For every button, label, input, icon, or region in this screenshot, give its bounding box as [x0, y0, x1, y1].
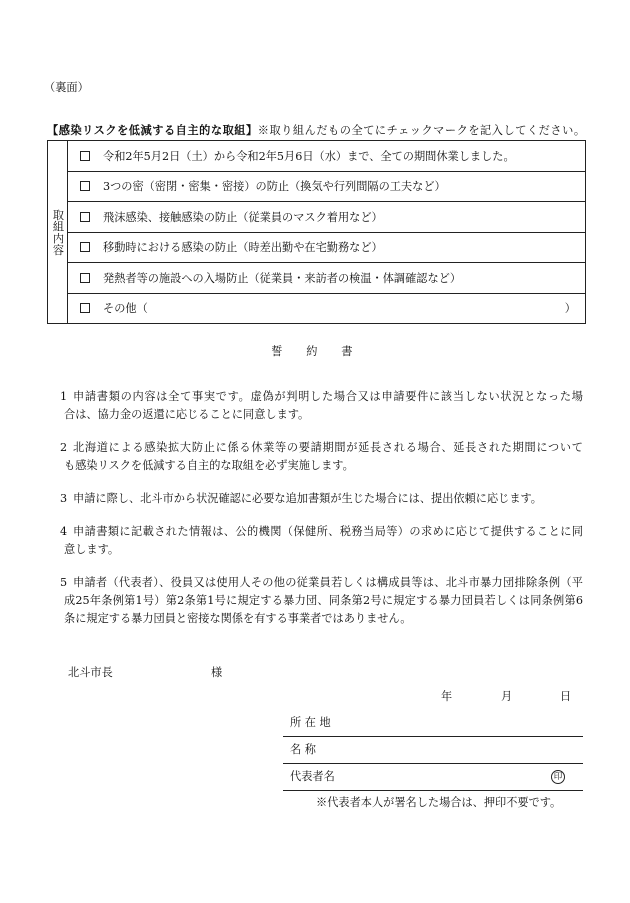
pledge-item	[60, 574, 583, 628]
measure-row-fever-entry	[68, 263, 585, 294]
pledge-line: 北海道による感染拡大防止に係る休業等の要請期間が延長される場合、延長された期間について	[73, 441, 583, 454]
measure-row-full-closure	[68, 141, 585, 172]
measure-checkbox[interactable]	[80, 273, 90, 283]
measure-text: 移動時における感染の防止（時差出勤や在宅勤務など）	[103, 241, 383, 255]
measures-instruction: ※取り組んだもの全てにチェックマークを記入してください。	[257, 124, 586, 137]
seal-mark-icon: 印	[551, 770, 565, 784]
pledge-line: 申請者（代表者）、役員又は使用人その他の従業員若しくは構成員等は、北斗市暴力団排除条例（平	[73, 576, 583, 589]
measure-text: その他（	[103, 302, 148, 316]
pledge-list	[60, 388, 583, 628]
pledge-title: 誓 約 書	[271, 345, 359, 358]
date-year-label: 年	[441, 690, 453, 703]
measure-checkbox[interactable]	[80, 303, 90, 313]
seal-note: ※代表者本人が署名した場合は、押印不要です。	[316, 796, 562, 809]
representative-name-field[interactable]	[283, 765, 583, 791]
date-day-label: 日	[560, 690, 572, 703]
measure-text: 飛沫感染、接触感染の防止（従業員のマスク着用など）	[103, 210, 383, 224]
measure-text: 令和2年5月2日（土）から令和2年5月6日（水）まで、全ての期間休業しました。	[103, 149, 515, 163]
pledge-number: 1	[60, 390, 68, 403]
pledge-number: 3	[60, 492, 68, 505]
measure-text: 3つの密（密閉・密集・密接）の防止（換気や行列間隔の工夫など）	[103, 180, 446, 194]
measures-heading-row	[47, 122, 585, 139]
page-side-label: （裏面）	[44, 81, 89, 94]
pledge-line: 成25年条例第1号）第2条第1号に規定する暴力団、同条第2号に規定する暴力団員若しくは同条例第6	[64, 594, 583, 607]
measure-row-droplet	[68, 202, 585, 233]
measures-rows	[68, 141, 585, 323]
pledge-line: も感染リスクを低減する自主的な取組を必ず実施します。	[64, 459, 354, 472]
other-measure-blank[interactable]	[148, 294, 565, 324]
measure-row-other	[68, 294, 585, 324]
measures-column-label-cell	[48, 141, 68, 323]
measure-checkbox[interactable]	[80, 242, 90, 252]
business-name-field-label: 名 称	[290, 743, 316, 756]
pledge-item	[60, 490, 583, 508]
pledge-number: 5	[60, 576, 68, 589]
measure-text: 発熱者等の施設への入場防止（従業員・来訪者の検温・体調確認など）	[103, 271, 462, 285]
pledge-line: 条に規定する暴力団員と密接な関係を有する事業者ではありません。	[64, 612, 412, 625]
business-name-field[interactable]	[283, 738, 583, 764]
measure-checkbox[interactable]	[80, 181, 90, 191]
pledge-number: 4	[60, 525, 68, 538]
measure-checkbox[interactable]	[80, 212, 90, 222]
address-field[interactable]	[283, 711, 583, 737]
representative-name-field-label: 代表者名	[290, 770, 335, 783]
addressee-honorific: 様	[211, 666, 223, 679]
pledge-line: 申請書類に記載された情報は、公的機関（保健所、税務当局等）の求めに応じて提供することに同	[73, 525, 583, 538]
date-month-label: 月	[501, 690, 513, 703]
pledge-line: 合は、協力金の返還に応じることに同意します。	[64, 408, 310, 421]
pledge-line: 申請書類の内容は全て事実です。虚偽が判明した場合又は申請要件に該当しない状況となった場	[73, 390, 583, 403]
measures-column-label: 取組内容	[51, 208, 65, 256]
measure-checkbox[interactable]	[80, 151, 90, 161]
pledge-number: 2	[60, 441, 68, 454]
addressee-name: 北斗市長	[68, 666, 113, 679]
pledge-line: 意します。	[64, 543, 120, 556]
measure-text-close: ）	[564, 302, 576, 316]
measure-row-three-cs	[68, 172, 585, 203]
pledge-item	[60, 523, 583, 559]
address-field-label: 所 在 地	[290, 716, 331, 729]
pledge-item	[60, 439, 583, 475]
pledge-line: 申請に際し、北斗市から状況確認に必要な追加書類が生じた場合には、提出依頼に応じます。	[73, 492, 542, 505]
pledge-item	[60, 388, 583, 424]
measures-table	[47, 140, 586, 324]
measure-row-commute	[68, 233, 585, 264]
measures-heading: 【感染リスクを低減する自主的な取組】	[47, 123, 258, 137]
